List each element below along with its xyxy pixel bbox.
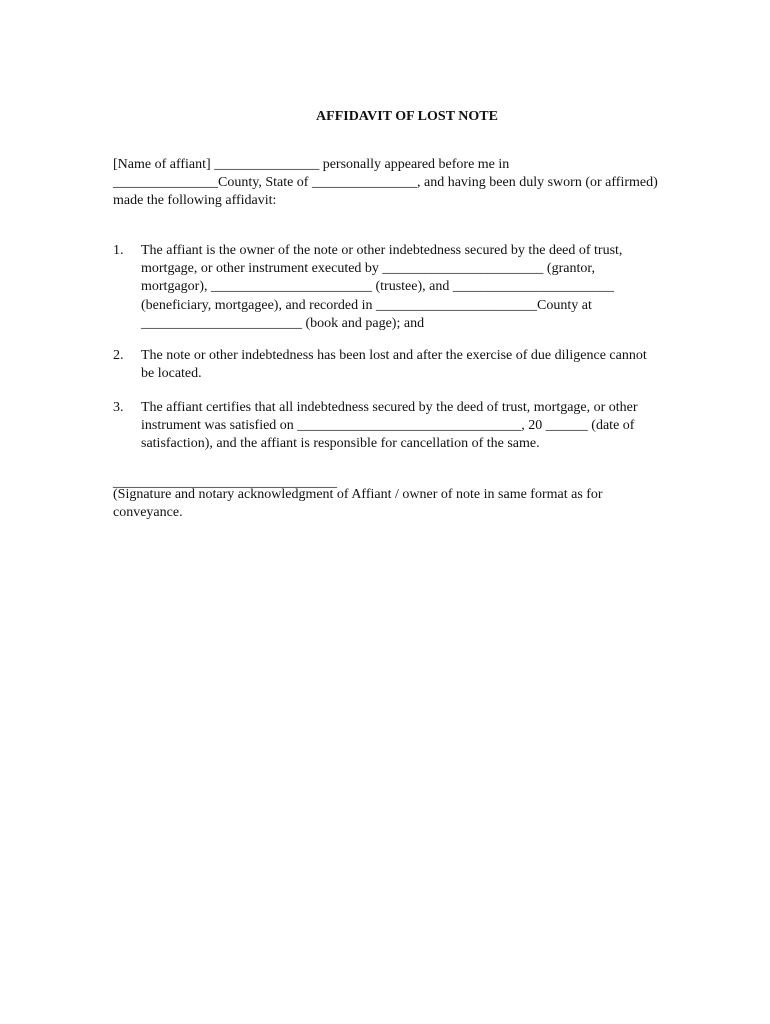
- item-line: The affiant certifies that all indebtedness secured by the deed of trust, mortgage, or other: [141, 400, 638, 415]
- item-line: satisfaction), and the affiant is responsible for cancellation of the same.: [141, 436, 540, 452]
- item-line: _______________________ (book and page); and: [141, 315, 425, 331]
- item-line: The note or other indebtedness has been lost and after the exercise of due diligence cannot: [141, 348, 647, 363]
- signature-note-line: (Signature and notary acknowledgment of Affiant / owner of note in same format as for: [113, 487, 603, 502]
- item-line: The affiant is the owner of the note or other indebtedness secured by the deed of trust,: [141, 243, 623, 258]
- item-number: 1.: [113, 243, 124, 258]
- signature-line: ________________________________: [113, 475, 337, 490]
- item-body: [141, 347, 713, 383]
- item-body: [141, 242, 713, 333]
- item-body: [141, 399, 713, 454]
- item-number: 2.: [113, 348, 124, 363]
- intro-line: [Name of affiant] _______________ personally appeared before me in: [113, 157, 510, 172]
- signature-note: [113, 486, 713, 522]
- intro-line: made the following affidavit:: [113, 193, 277, 209]
- item-line: instrument was satisfied on ________________________________, 20 ______ (date of: [141, 418, 635, 434]
- signature-note-line: conveyance.: [113, 505, 183, 521]
- intro-paragraph: [113, 156, 713, 211]
- item-line: mortgage, or other instrument executed by _______________________ (grantor,: [141, 261, 595, 277]
- intro-line: _______________County, State of _______________, and having been duly sworn (or affirmed): [113, 175, 658, 191]
- item-line: (beneficiary, mortgagee), and recorded in _______________________County at: [141, 297, 592, 313]
- item-line: be located.: [141, 366, 202, 382]
- item-number: 3.: [113, 400, 124, 415]
- document-title: AFFIDAVIT OF LOST NOTE: [316, 109, 498, 124]
- item-line: mortgagor), _______________________ (trustee), and _______________________: [141, 279, 614, 295]
